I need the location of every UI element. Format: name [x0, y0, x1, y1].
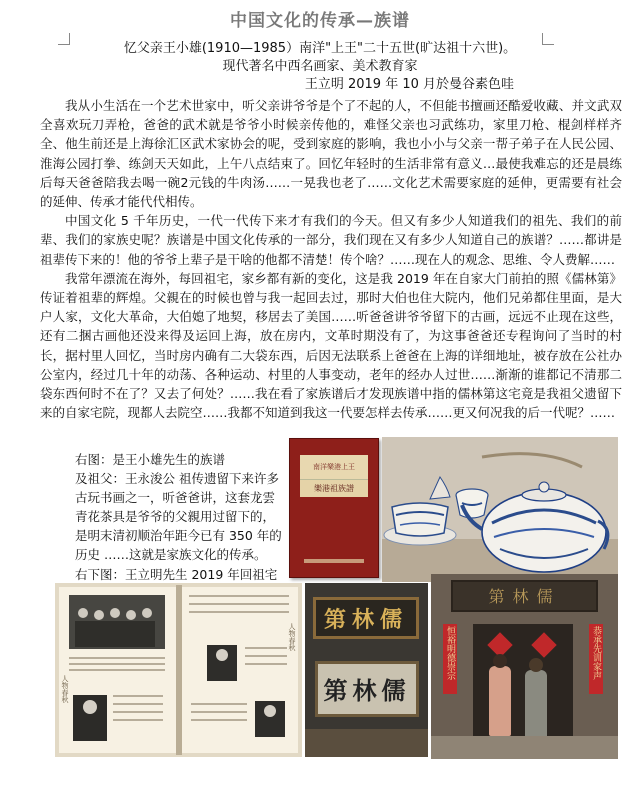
- person-man: [525, 670, 547, 740]
- person-woman: [489, 666, 511, 736]
- gate-lintel-text: 第林儒: [488, 587, 561, 606]
- album-left-margin-label: 人物春秋: [61, 675, 69, 703]
- subtitle-line-2: 现代著名中西名画家、美术教育家: [222, 59, 418, 74]
- caption-line: 右下图：王立明先生 2019 年回祖宅: [75, 566, 278, 582]
- article-body: [40, 96, 622, 422]
- door: [473, 624, 573, 736]
- subtitle-line-1: 忆父亲王小雄(1910—1985）南洋"上王"二十五世(旷达祖十六世)。: [123, 41, 517, 56]
- book-footer-strip: [304, 559, 364, 563]
- caption-line: 历史 ……这就是家族文化的传承。: [75, 547, 267, 563]
- book-title-label: [300, 479, 368, 497]
- page-title: 中国文化的传承—族谱: [230, 11, 410, 31]
- book-cover-label: [300, 455, 368, 479]
- album-right-margin-label: 人物春秋: [288, 623, 296, 651]
- gate-base: [305, 729, 428, 757]
- caption-line: 及祖父：王永浚公 祖传遗留下来许多: [75, 471, 279, 487]
- paragraph-3: 我常年漂流在海外，每回祖宅，家乡都有新的变化，这是我 2019 年在自家大门前拍的照《儒林第》传证着祖辈的辉煌。父親在的时候也曾与我一起回去过，那时大伯也住大院内，他们兄弟都住里面，是大户人家，文化大革命，大伯媳了地契，移居去了美国……听爸爸讲爷爷留下的古画，远远不止现在这些，还有二捆古画他还没来得及运回上海，放在房内，文革时期没有了，为这事爸爸还专程询问了当时的村长，据村里人回忆，当时房内确有二大袋东西，后因无法联系上爸爸在上海的详细地址，被存放在公社办公室内，经过几十年的动荡、各种运动、村里的人事变动，老年的经办人过世……渐渐的谁都记不清那二袋东西何时不在了？又去了何处？……我在看了家族谱后才发现族谱中指的儒林第这宅竟是我祖父遗留下来的自家宅院，现都人去院空……我都不知道到我这一代要怎样去传承……更又何况我的后一代呢？……: [40, 270, 622, 421]
- paragraph-1: 我从小生活在一个艺术世家中，听父亲讲爷爷是个了不起的人，不但能书擅画还酷爱收藏、并文武双全喜欢玩刀弄枪，爸爸的武术就是爷爷小时候亲传他的，难怪父亲也习武练功，家里刀枪、棍剑样样齐全、他生前还是上海徐汇区武术家协会的呢，受到家庭的影响，我也小小与父亲一帮子弟子在人民公园、淮海公园打拳、练剑天天如此，上午八点结束了。回忆年轻时的生活非常有意义…最使我难忘的还是晨练后每天爸爸陪我去喝一碗2元钱的牛肉汤……一晃我也老了……文化艺术需要家庭的延伸，更需要有社会的延伸、传承才能代代相传。: [40, 98, 622, 210]
- tea-set-photo: [382, 437, 618, 582]
- author-byline: 王立明 2019 年 10 月於曼谷素色哇: [304, 77, 514, 92]
- caption-line: 是明末清初顺治年距今已有 350 年的: [75, 528, 282, 544]
- caption-line: 青花茶具是爷爷的父親用过留下的，: [75, 509, 276, 525]
- caption-line: 古玩书画之一，听爸爸讲，这套龙雲: [75, 490, 276, 506]
- genealogy-album-photo: [55, 583, 302, 757]
- person-woman-head: [493, 654, 507, 668]
- genealogy-book-photo: [289, 438, 379, 578]
- book-title-text: 樂港祖族譜: [314, 484, 354, 493]
- ground: [431, 736, 618, 759]
- person-man-head: [529, 658, 543, 672]
- book-label-text: 南洋樂港上王: [313, 463, 355, 471]
- ancestral-plaque-photo: [305, 583, 428, 757]
- caption-line: 右图：是王小雄先生的族谱: [75, 452, 226, 467]
- photo-caption: [75, 450, 287, 603]
- plaque-bottom-text: 第林儒: [323, 676, 411, 705]
- album-illustration: [55, 583, 302, 757]
- family-at-gate-photo: [431, 574, 618, 759]
- tea-set-illustration: [382, 437, 618, 582]
- couplet-left-text: 恒裕明德崇宗: [445, 626, 455, 680]
- plaque-top-text: 第林儒: [323, 607, 408, 633]
- paragraph-2: 中国文化 5 千年历史，一代一代传下来才有我们的今天。但又有多少人知道我们的祖先、我们的前辈、我们的家族史呢？族谱是中国文化传承的一部分，我们现在又有多少人知道自己的族谱？……都讲是祖辈传下来的！他的爷爷上辈子是干啥的他都不清楚！传个啥？……现在人的观念、思维、令人费解……: [40, 213, 622, 267]
- couplet-right-text: 恭承先训家声: [591, 626, 601, 680]
